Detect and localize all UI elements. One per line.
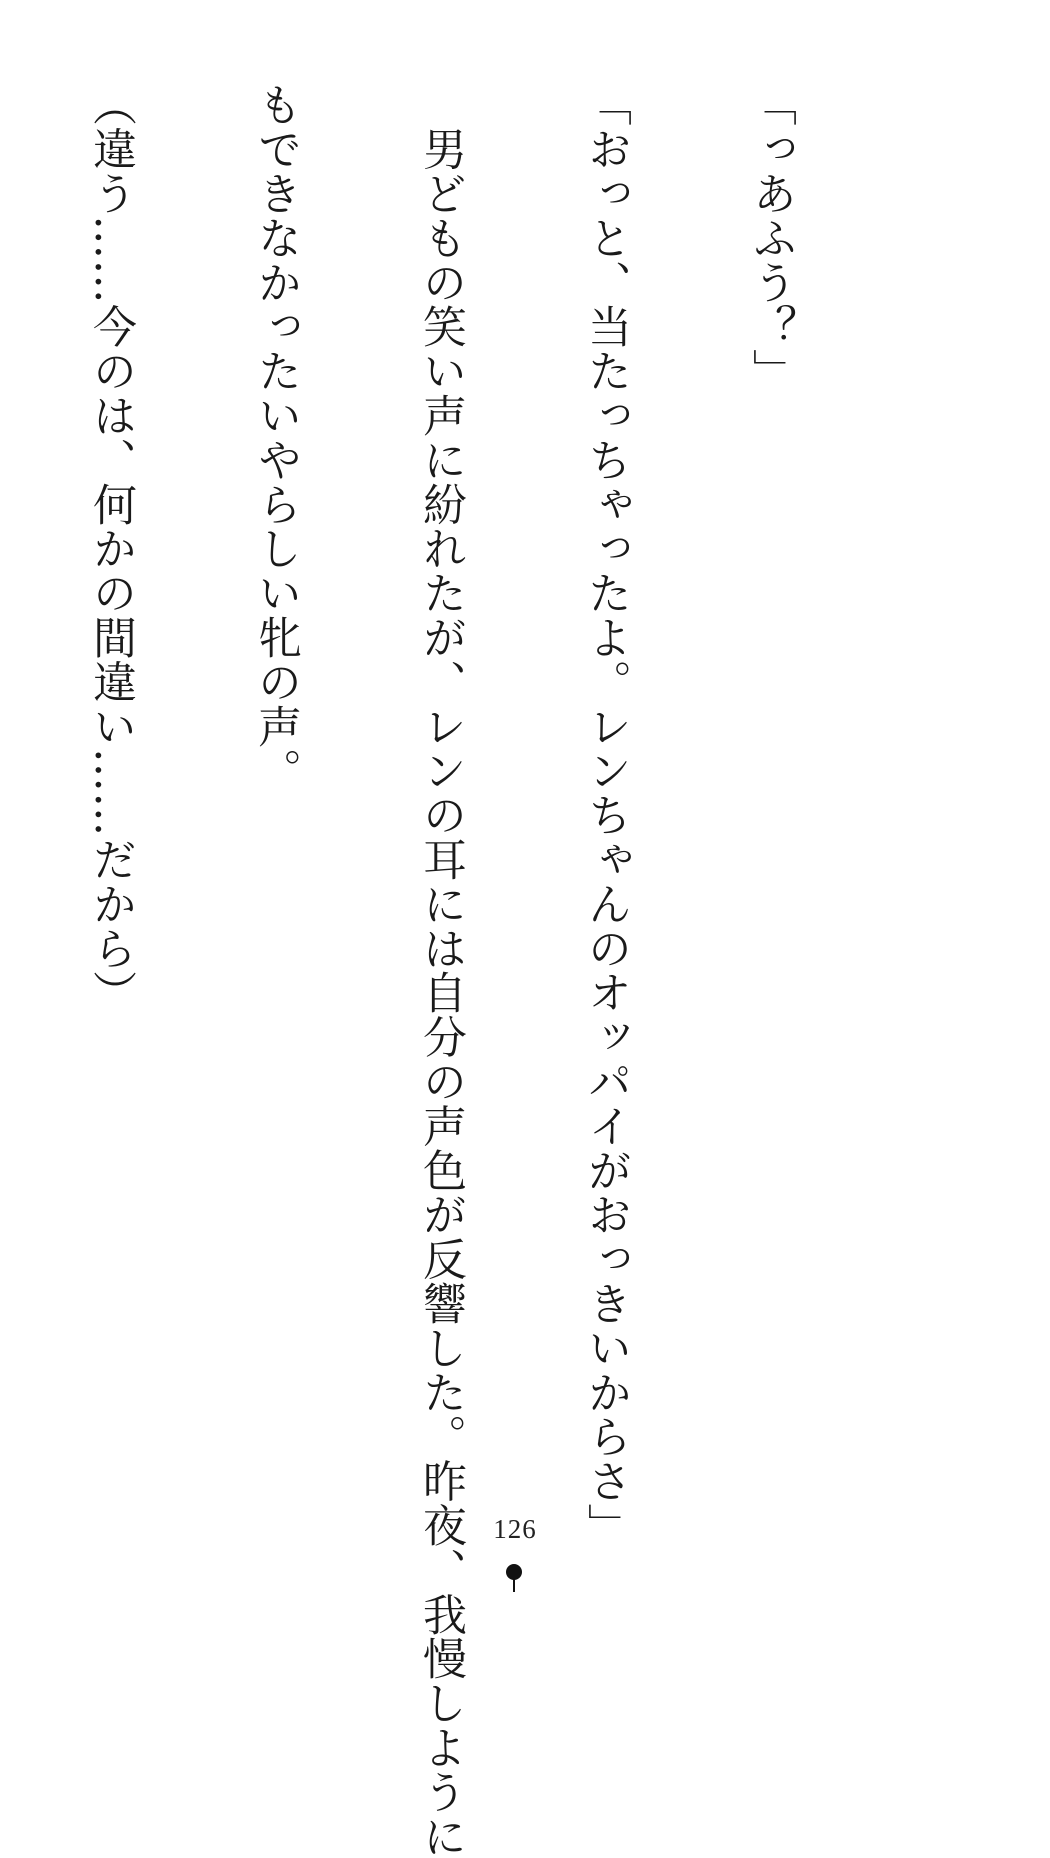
text-line: 男どもの笑い声に紛れたが、レンの耳には自分の声色が反響した。昨夜、我慢しように [415, 82, 466, 1858]
text-line: もできなかったいやらしい牝の声。 [250, 82, 301, 793]
page-marker-stem [513, 1578, 515, 1592]
text-line: 「っあふう？」 [745, 82, 796, 393]
page-number: 126 [493, 1514, 537, 1544]
text-line: （違う……今のは、何かの間違い……だから） [85, 82, 136, 1015]
text-line: 「おっと、当たっちゃったよ。レンちゃんのオッパイがおっきいからさ」 [580, 82, 631, 1548]
